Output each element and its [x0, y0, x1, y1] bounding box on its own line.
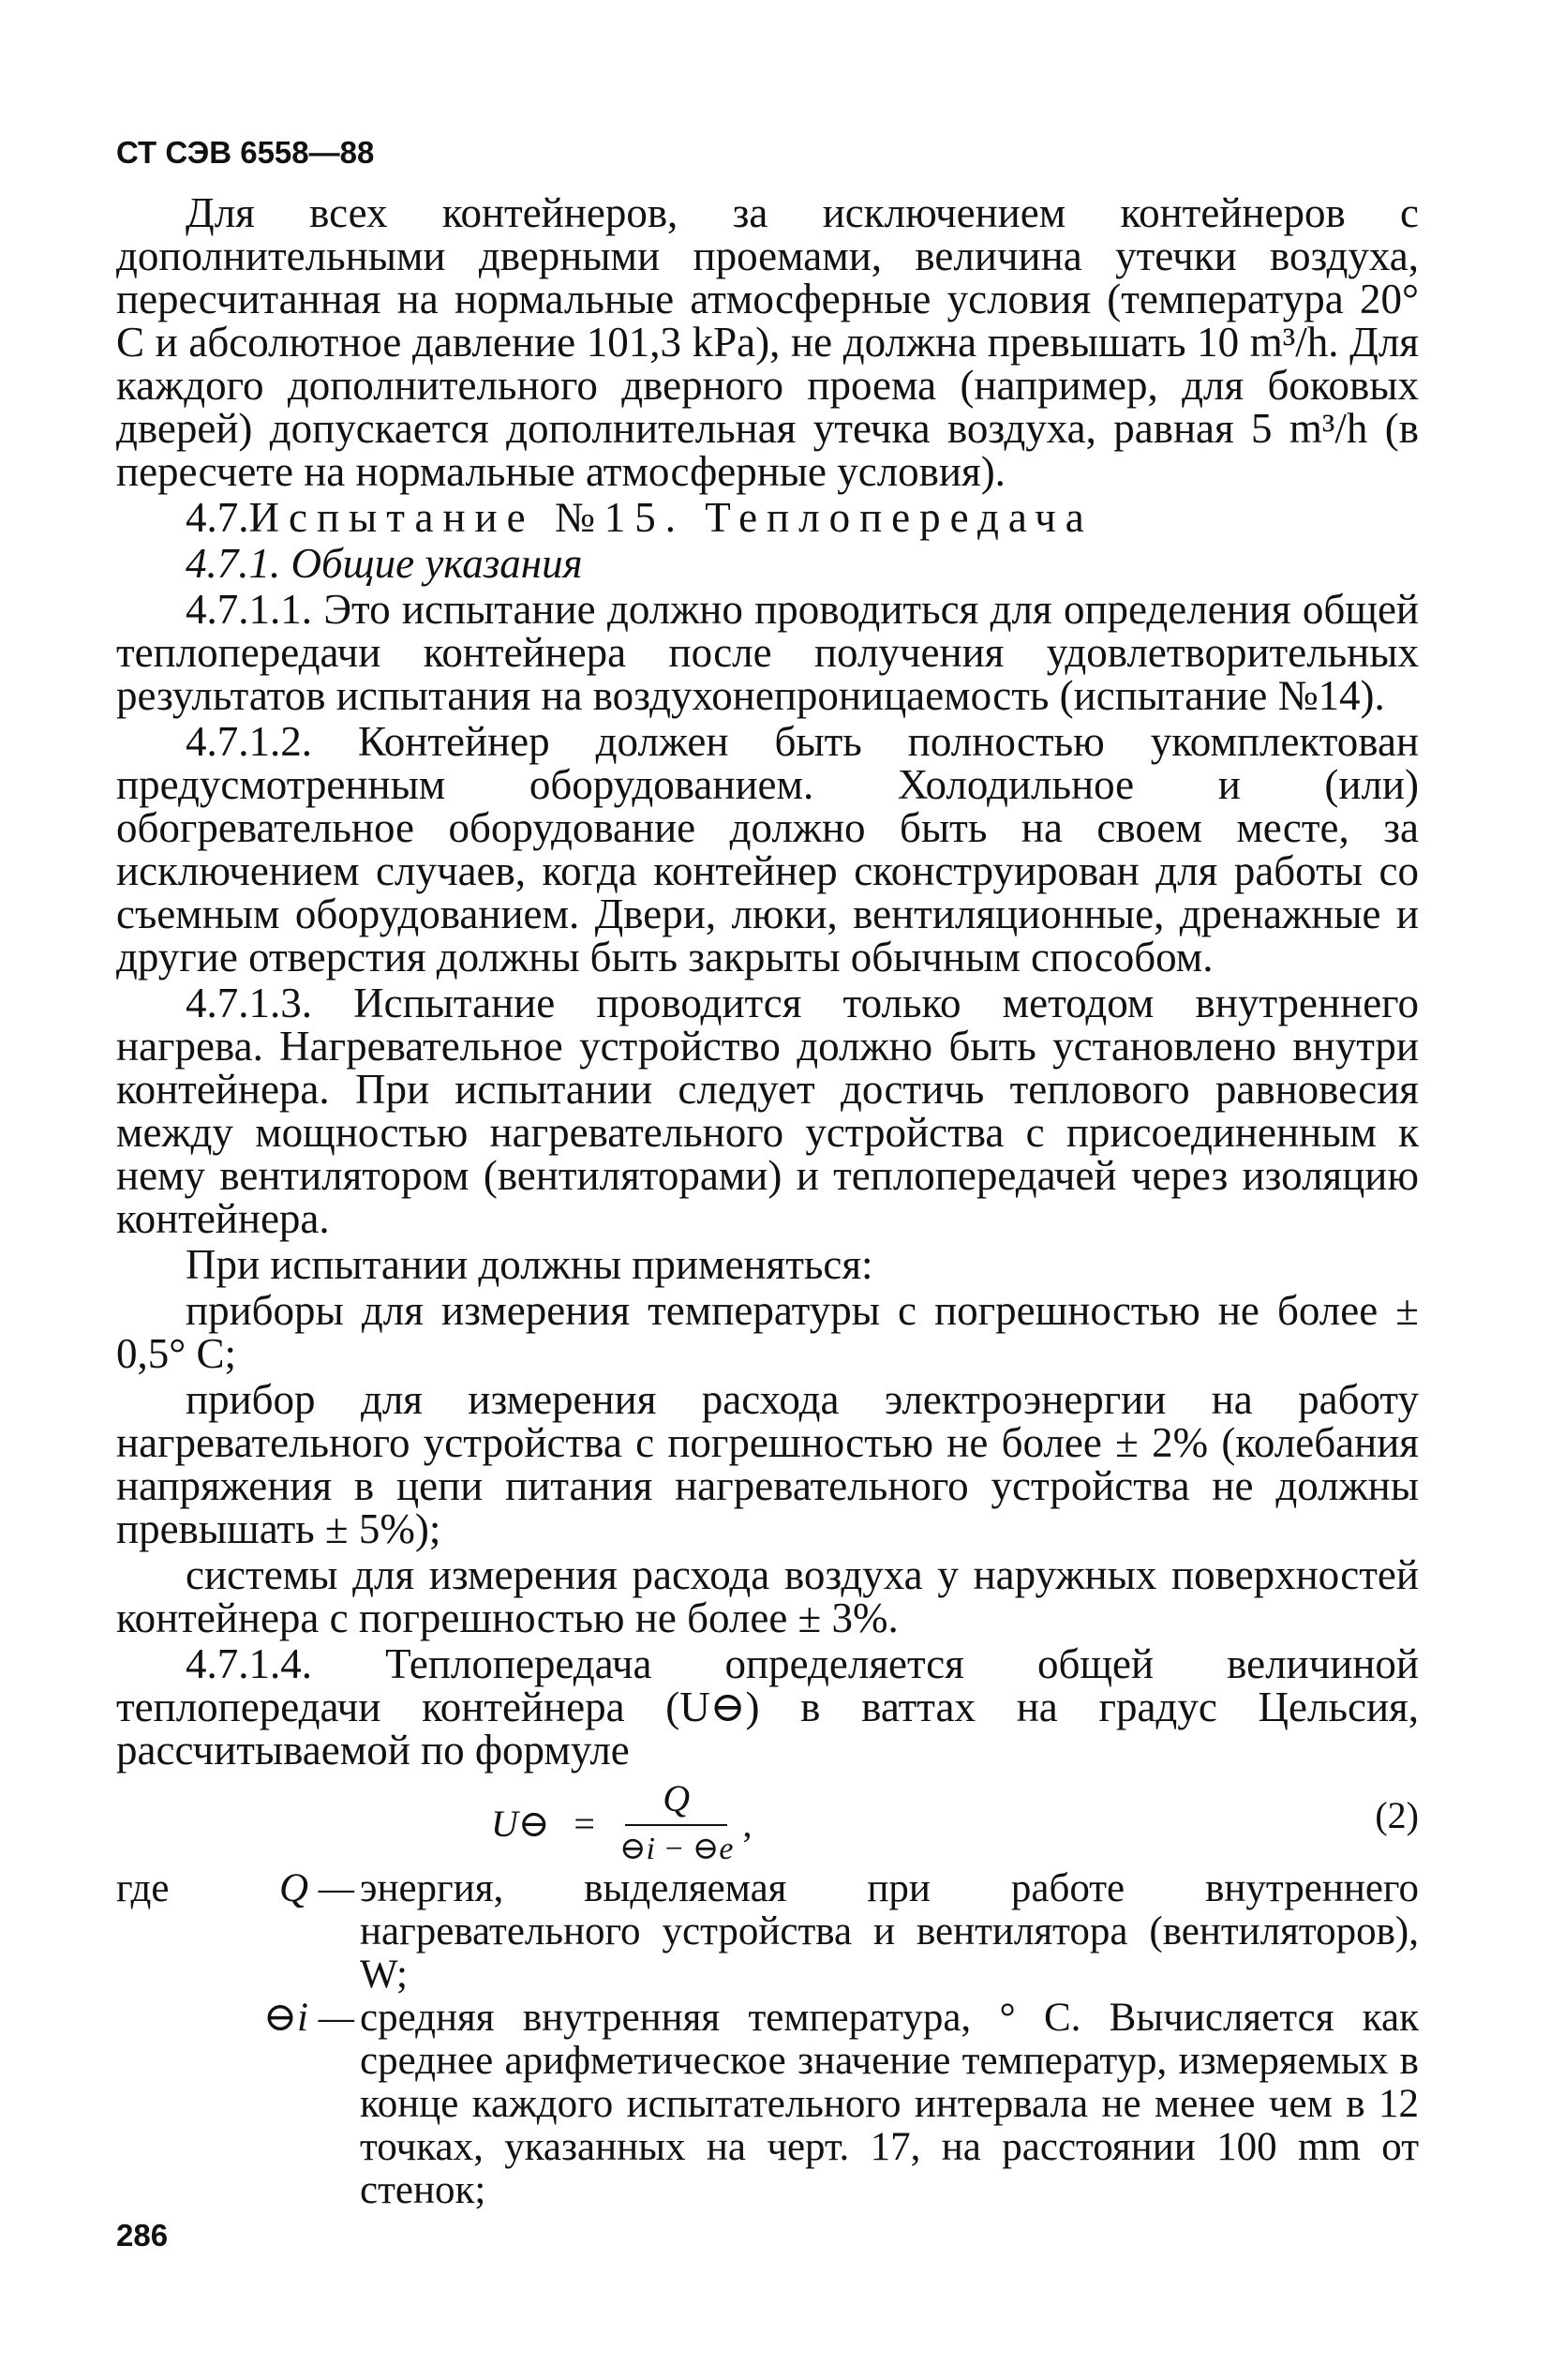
document-code-header: СТ СЭВ 6558—88	[116, 135, 375, 170]
where-label: где	[116, 1866, 170, 1910]
formula-fraction	[619, 1777, 733, 1871]
paragraph-4-7-1-3: 4.7.1.3. Испытание проводится только методом внутреннего нагрева. Нагревательное устройство должно быть установлено внутри контейнера. При испытании следует достичь теплового равновесия между мощностью нагревательного устройства с присоединенным к нему вентилятором (вентиляторами) и теплопередачей через изоляцию контейнера.	[116, 980, 1419, 1242]
page-number: 286	[116, 2218, 169, 2253]
definition-text: средняя внутренняя температура, ° С. Вычисляется как среднее арифметическое значение температур, измеряемых в конце каждого испытательного интервала не менее чем в 12 точках, указанных на черт. 17, на расстоянии 100 mm от стенок;	[360, 1996, 1419, 2212]
heat-transfer-formula	[491, 1777, 752, 1871]
formula-lhs: U⊖	[491, 1803, 550, 1845]
document-body	[116, 191, 1419, 2212]
formula-row	[116, 1777, 1419, 1866]
paragraph-device-air: системы для измерения расхода воздуха у наружных поверхностей контейнера с погрешностью не более ± 3%.	[116, 1551, 1419, 1641]
formula-equals: =	[574, 1803, 595, 1845]
paragraph-device-temperature: приборы для измерения температуры с погрешностью не более ± 0,5° С;	[116, 1287, 1419, 1377]
definition-symbol: Q —	[278, 1866, 354, 1910]
formula-comma: ,	[742, 1803, 753, 1845]
paragraph-4-7-1-2: 4.7.1.2. Контейнер должен быть полностью укомплектован предусмотренным оборудованием. Холодильное и (или) обогревательное оборудование должно быть на своем месте, за исключением случаев, когда контейнер сконструирован для работы со съемным оборудованием. Двери, люки, вентиляционные, дренажные и другие отверстия должны быть закрыты обычным способом.	[116, 718, 1419, 980]
definition-text: энергия, выделяемая при работе внутреннего нагревательного устройства и вентилятора (вентиляторов), W;	[360, 1866, 1419, 1997]
paragraph-4-7-1-4: 4.7.1.4. Теплопередача определяется общей величиной теплопередачи контейнера (U⊖) в ваттах на градус Цельсия, рассчитываемой по формуле	[116, 1640, 1419, 1774]
section-number: 4.7.	[186, 494, 249, 541]
definition-symbol: ⊖i —	[263, 1996, 354, 2040]
paragraph-apply-instruments: При испытании должны применяться:	[186, 1241, 873, 1288]
paragraph-4-7-1-1: 4.7.1.1. Это испытание должно проводиться для определения общей теплопередачи контейнера после получения удовлетворительных результатов испытания на воздухонепроницаемость (испытание №14).	[116, 586, 1419, 719]
where-spacer	[116, 1997, 238, 2212]
paragraph-device-energy: прибор для измерения расхода электроэнергии на работу нагревательного устройства с погрешностью не более ± 2% (колебания напряжения в цепи питания нагревательного устройства не должны превышать ± 5%);	[116, 1376, 1419, 1552]
formula-number: (2)	[1375, 1794, 1419, 1836]
formula-denominator: ⊖i − ⊖e	[619, 1832, 734, 1866]
formula-numerator: Q	[625, 1777, 727, 1826]
section-heading-4-7	[116, 496, 1419, 539]
where-definitions	[116, 1867, 1419, 2212]
paragraph-air-leakage: Для всех контейнеров, за исключением контейнеров с дополнительными дверными проемами, величина утечки воздуха, пересчитанная на нормальные атмосферные условия (температура 20° С и абсолютное давление 101,3 kPa), не должна превышать 10 m³/h. Для каждого дополнительного дверного проема (например, для боковых дверей) допускается дополнительная утечка воздуха, равная 5 m³/h (в пересчете на нормальные атмосферные условия).	[116, 189, 1419, 495]
subsection-heading-4-7-1: 4.7.1. Общие указания	[186, 540, 583, 587]
section-title: Испытание №15. Теплопередача	[248, 494, 1094, 541]
